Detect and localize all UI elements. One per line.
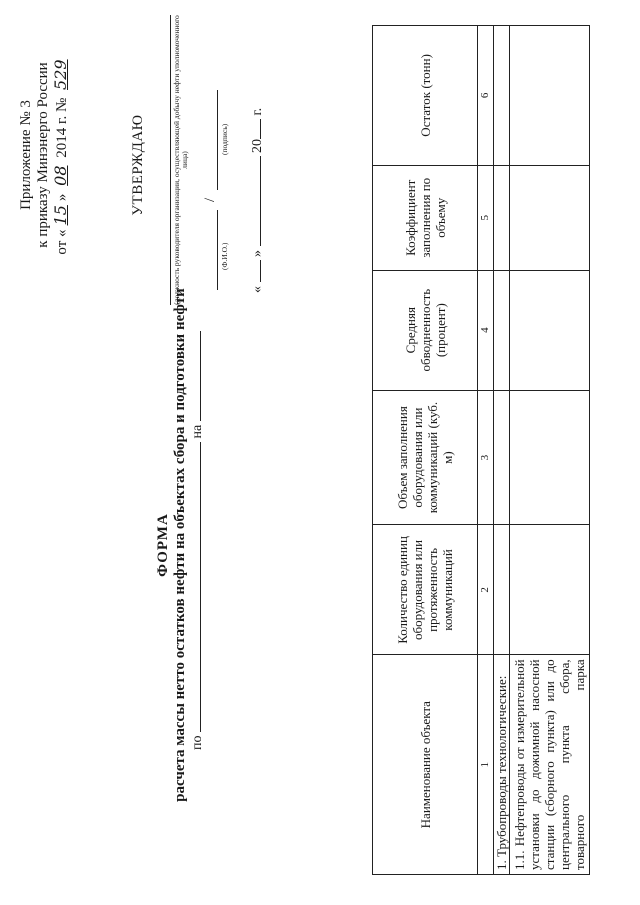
- table-cell: [510, 270, 590, 390]
- table-cell: [494, 525, 510, 655]
- signature-line: [217, 90, 218, 190]
- header-cell: Объем заполнения оборудования или коммуникаций (куб. м): [373, 390, 478, 525]
- day-blank: [248, 261, 261, 283]
- column-number-row: [478, 26, 494, 875]
- handwritten-number: 529: [51, 59, 70, 90]
- approval-title: УТВЕРЖДАЮ: [130, 114, 146, 216]
- column-number: 2: [478, 525, 494, 655]
- table-row: [510, 26, 590, 875]
- handwritten-day: 15: [51, 205, 70, 226]
- appendix-line: Приложение № 3: [18, 100, 34, 210]
- month-blank: [248, 157, 261, 247]
- header-cell: Коэффициент заполнения по объему: [373, 165, 478, 270]
- table-cell: [510, 390, 590, 525]
- date-blank: [188, 331, 201, 421]
- header-cell: Наименование объекта: [373, 655, 478, 875]
- table-cell: [510, 165, 590, 270]
- section-label: 1. Трубопроводы технологические:: [494, 655, 510, 875]
- header-cell: Средняя обводненность (процент): [373, 270, 478, 390]
- signature-captions: [220, 30, 230, 290]
- handwritten-month: 08: [51, 165, 70, 186]
- appendix-date-line: от «15» 08 2014 г. № 529: [52, 5, 71, 305]
- slash-separator: /: [202, 197, 218, 202]
- table-cell: [494, 390, 510, 525]
- form-scope-line: по на: [188, 210, 206, 750]
- table-cell: [494, 270, 510, 390]
- header-cell: Остаток (тонн): [373, 26, 478, 166]
- signature-row: [202, 30, 219, 290]
- table-cell: [510, 525, 590, 655]
- appendix-block: [18, 5, 71, 305]
- position-caption: (должность руководителя организации, осуществляющей добычу нефти уполномоченного лица): [172, 15, 189, 305]
- column-number: 6: [478, 26, 494, 166]
- year-blank: [248, 119, 261, 139]
- form-subtitle: расчета массы нетто остатков нефти на объектах сбора и подготовки нефти: [172, 288, 188, 802]
- header-cell: Количество единиц оборудования или протяженность коммуникаций: [373, 525, 478, 655]
- fio-caption: (Ф.И.О.): [220, 242, 229, 270]
- signature-caption: (подпись): [220, 123, 229, 155]
- column-number: 3: [478, 390, 494, 525]
- table-cell: [494, 26, 510, 166]
- fio-line: [217, 210, 218, 290]
- form-title: ФОРМА: [155, 513, 171, 577]
- appendix-line: к приказу Минэнерго России: [35, 62, 51, 248]
- residue-table: [372, 25, 590, 875]
- column-number: 1: [478, 655, 494, 875]
- row-label: 1.1. Нефтепроводы от измерительной установки до дожимной насосной станции (сборного пункта) или до центрального пункта сбора, товарного парка: [510, 655, 590, 875]
- approval-date: « » 20 г.: [250, 107, 265, 293]
- column-number: 5: [478, 165, 494, 270]
- table-row: [494, 26, 510, 875]
- column-number: 4: [478, 270, 494, 390]
- organization-blank: [188, 442, 201, 732]
- table-cell: [510, 26, 590, 166]
- table-header-row: [373, 26, 478, 875]
- table-cell: [494, 165, 510, 270]
- position-line: [170, 15, 171, 305]
